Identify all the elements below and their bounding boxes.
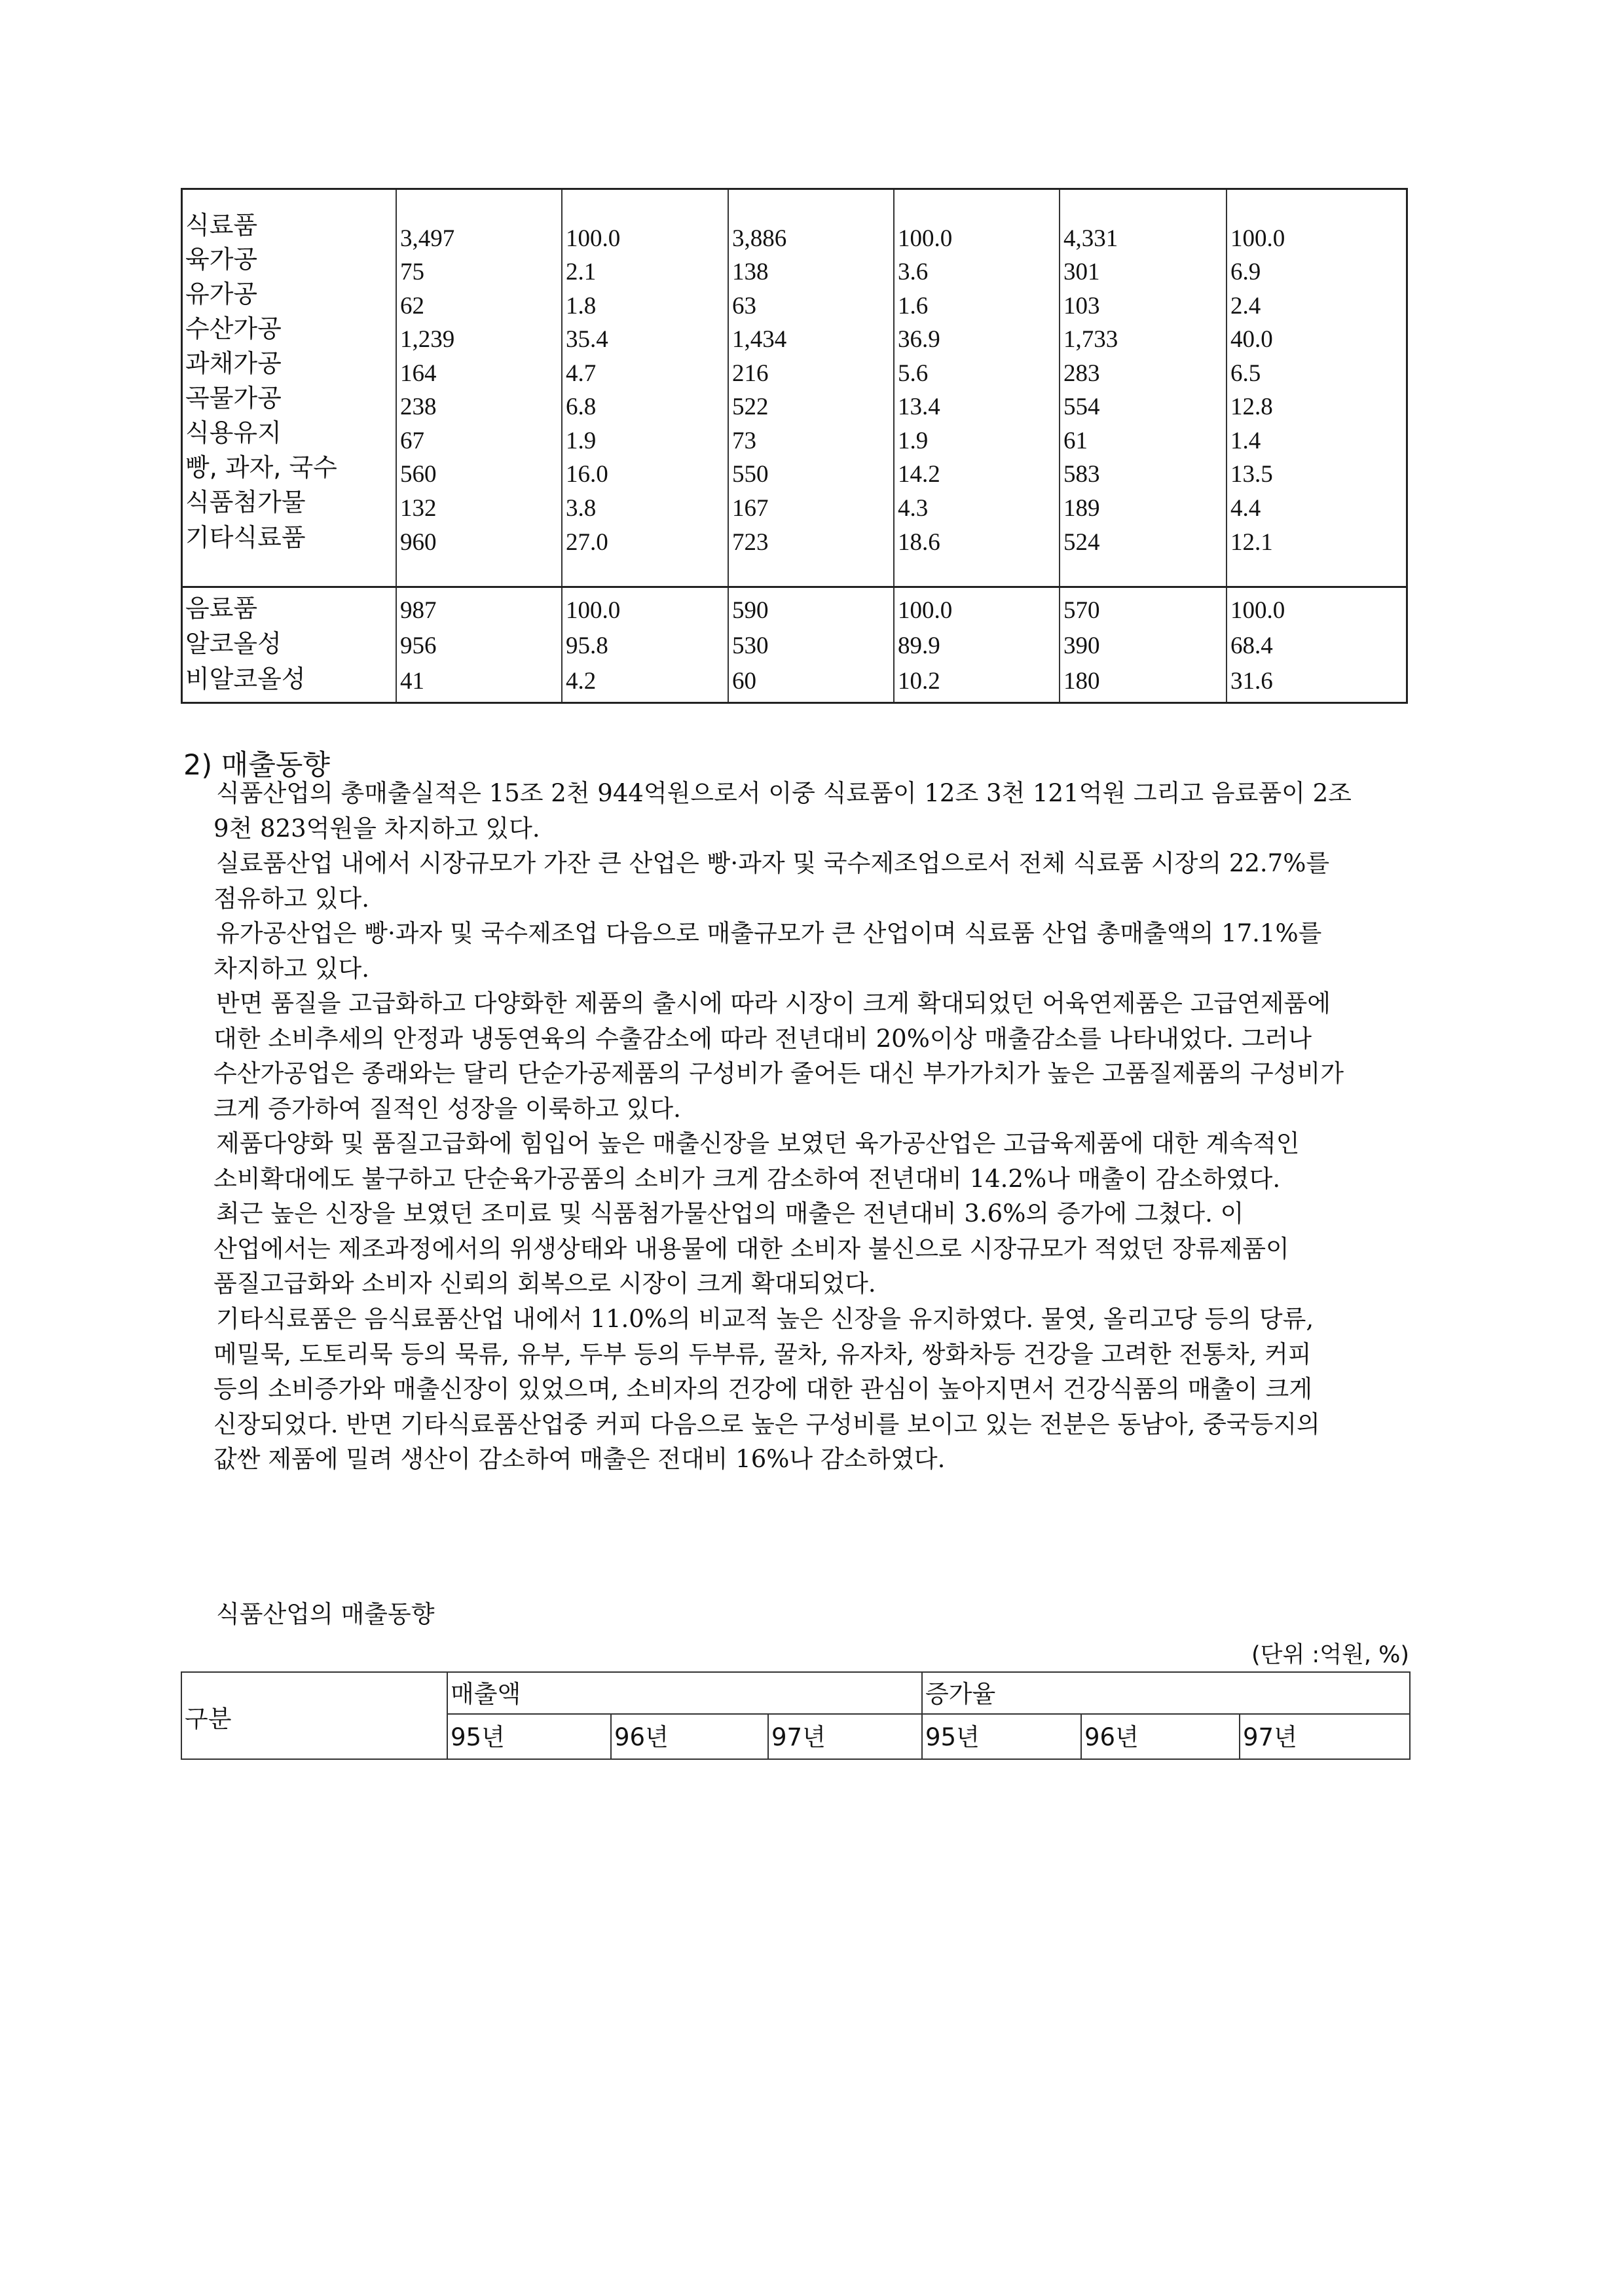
- paragraph-line: 반면 품질을 고급화하고 다양화한 제품의 출시에 따라 시장이 크게 확대되었던 어육연제품은 고급연제품에: [216, 989, 1331, 1017]
- column-divider: [767, 1713, 769, 1758]
- table-cell: 238: [400, 393, 437, 420]
- row-label: 알코올성: [185, 629, 282, 658]
- paragraph-5: [213, 1126, 1434, 1196]
- year-header: 97년: [1243, 1723, 1297, 1751]
- section-divider: [183, 586, 1406, 588]
- group-header-growth: 증가율: [925, 1680, 996, 1708]
- column-divider: [396, 190, 397, 702]
- paragraph-line: 크게 증가하여 질적인 성장을 이룩하고 있다.: [213, 1094, 681, 1123]
- table-cell: 6.5: [1230, 360, 1261, 387]
- table-cell: 3.8: [566, 495, 597, 522]
- table-cell: 13.4: [898, 393, 940, 420]
- table-caption: 식품산업의 매출동향: [216, 1600, 435, 1628]
- year-header: 96년: [614, 1723, 669, 1751]
- table-cell: 1,733: [1063, 326, 1118, 353]
- table-cell: 4,331: [1063, 225, 1118, 252]
- row-label: 유가공: [185, 280, 258, 308]
- table-cell: 6.9: [1230, 259, 1261, 285]
- row-label: 과채가공: [185, 349, 282, 378]
- column-divider: [921, 1673, 923, 1758]
- paragraph-2: [213, 846, 1434, 916]
- table-cell: 95.8: [566, 632, 608, 659]
- table-cell: 2.1: [566, 259, 597, 285]
- paragraph-line: 메밀묵, 도토리묵 등의 묵류, 유부, 두부 등의 두부류, 꿀차, 유자차, 쌍화차등 건강을 고려한 전통차, 커피: [213, 1339, 1312, 1368]
- table-cell: 4.2: [566, 668, 597, 695]
- table-cell: 35.4: [566, 326, 608, 353]
- table-cell: 524: [1063, 529, 1100, 556]
- paragraph-7: [213, 1302, 1434, 1477]
- table-cell: 6.8: [566, 393, 597, 420]
- table-cell: 1.9: [898, 428, 929, 454]
- paragraph-line: 식품산업의 총매출실적은 15조 2천 944억원으로서 이중 식료품이 12조 3천 121억원 그리고 음료품이 2조: [216, 779, 1352, 807]
- row-label: 식품첨가물: [185, 488, 306, 517]
- paragraph-4: [213, 986, 1434, 1126]
- paragraph-line: 값싼 제품에 밀려 생산이 감소하여 매출은 전대비 16%나 감소하였다.: [213, 1445, 946, 1473]
- table-cell: 138: [732, 259, 769, 285]
- table-cell: 60: [732, 668, 756, 695]
- table-cell: 13.5: [1230, 461, 1273, 488]
- table-cell: 180: [1063, 668, 1100, 695]
- food-industry-table: [181, 188, 1408, 704]
- row-label: 곡물가공: [185, 384, 282, 412]
- table-cell: 18.6: [898, 529, 940, 556]
- table-cell: 723: [732, 529, 769, 556]
- table-cell: 100.0: [1230, 225, 1285, 252]
- paragraph-line: 대한 소비추세의 안정과 냉동연육의 수출감소에 따라 전년대비 20%이상 매출감소를 나타내었다. 그러나: [213, 1024, 1312, 1053]
- table-cell: 31.6: [1230, 668, 1273, 695]
- table-cell: 16.0: [566, 461, 608, 488]
- column-divider: [1226, 190, 1227, 702]
- paragraph-line: 기타식료품은 음식료품산업 내에서 11.0%의 비교적 높은 신장을 유지하였다. 물엿, 올리고당 등의 당류,: [216, 1305, 1314, 1333]
- table-cell: 40.0: [1230, 326, 1273, 353]
- table-cell: 554: [1063, 393, 1100, 420]
- table-cell: 100.0: [898, 597, 953, 624]
- unit-label: (단위 :억원, %): [1251, 1642, 1409, 1668]
- table-cell: 522: [732, 393, 769, 420]
- table-cell: 987: [400, 597, 437, 624]
- row-label: 비알코올성: [185, 665, 306, 693]
- paragraph-line: 차지하고 있다.: [213, 954, 369, 983]
- row-divider: [447, 1713, 1409, 1715]
- year-header: 97년: [771, 1723, 826, 1751]
- table-cell: 103: [1063, 293, 1100, 319]
- table-cell: 956: [400, 632, 437, 659]
- table-cell: 75: [400, 259, 424, 285]
- table-cell: 73: [732, 428, 756, 454]
- row-label: 식료품: [185, 211, 258, 240]
- paragraph-line: 최근 높은 신장을 보였던 조미료 및 식품첨가물산업의 매출은 전년대비 3.6%의 증가에 그쳤다. 이: [216, 1199, 1244, 1228]
- table-cell: 68.4: [1230, 632, 1273, 659]
- table-cell: 1.6: [898, 293, 929, 319]
- paragraph-line: 신장되었다. 반면 기타식료품산업중 커피 다음으로 높은 구성비를 보이고 있는 전분은 동남아, 중국등지의: [213, 1410, 1320, 1438]
- table-cell: 189: [1063, 495, 1100, 522]
- table-cell: 530: [732, 632, 769, 659]
- table-cell: 4.4: [1230, 495, 1261, 522]
- table-cell: 5.6: [898, 360, 929, 387]
- table-cell: 67: [400, 428, 424, 454]
- table-cell: 1,434: [732, 326, 787, 353]
- paragraph-line: 소비확대에도 불구하고 단순육가공품의 소비가 크게 감소하여 전년대비 14.2%나 매출이 감소하였다.: [213, 1164, 1281, 1193]
- row-label: 기타식료품: [185, 523, 306, 552]
- table-cell: 89.9: [898, 632, 940, 659]
- paragraph-6: [213, 1196, 1434, 1302]
- table-cell: 1.9: [566, 428, 597, 454]
- paragraph-line: 품질고급화와 소비자 신뢰의 회복으로 시장이 크게 확대되었다.: [213, 1269, 876, 1298]
- table-cell: 4.7: [566, 360, 597, 387]
- sales-trend-table: [181, 1671, 1411, 1760]
- paragraph-line: 실료품산업 내에서 시장규모가 가잔 큰 산업은 빵·과자 및 국수제조업으로서 전체 식료품 시장의 22.7%를: [216, 849, 1330, 877]
- paragraph-line: 점유하고 있다.: [213, 884, 369, 913]
- table-cell: 590: [732, 597, 769, 624]
- table-cell: 960: [400, 529, 437, 556]
- table-cell: 1.8: [566, 293, 597, 319]
- table-cell: 63: [732, 293, 756, 319]
- row-label: 수산가공: [185, 314, 282, 343]
- table-cell: 216: [732, 360, 769, 387]
- table-cell: 164: [400, 360, 437, 387]
- table-cell: 12.1: [1230, 529, 1273, 556]
- year-header: 95년: [451, 1723, 505, 1751]
- table-cell: 36.9: [898, 326, 940, 353]
- table-cell: 132: [400, 495, 437, 522]
- table-cell: 10.2: [898, 668, 940, 695]
- paragraph-line: 등의 소비증가와 매출신장이 있었으며, 소비자의 건강에 대한 관심이 높아지면서 건강식품의 매출이 크게: [213, 1375, 1313, 1403]
- column-divider: [561, 190, 563, 702]
- paragraph-3: [213, 916, 1434, 986]
- paragraph-line: 9천 823억원을 차지하고 있다.: [213, 814, 540, 843]
- paragraph-line: 유가공산업은 빵·과자 및 국수제조업 다음으로 매출규모가 큰 산업이며 식료품 산업 총매출액의 17.1%를: [216, 919, 1322, 947]
- column-divider: [728, 190, 729, 702]
- table-cell: 1,239: [400, 326, 455, 353]
- column-divider: [610, 1713, 612, 1758]
- table-cell: 27.0: [566, 529, 608, 556]
- column-divider: [893, 190, 895, 702]
- row-label: 빵, 과자, 국수: [185, 453, 337, 482]
- table-cell: 167: [732, 495, 769, 522]
- table-cell: 100.0: [566, 225, 621, 252]
- table-cell: 14.2: [898, 461, 940, 488]
- table-cell: 100.0: [1230, 597, 1285, 624]
- table-cell: 3.6: [898, 259, 929, 285]
- table-cell: 3,886: [732, 225, 787, 252]
- table-cell: 570: [1063, 597, 1100, 624]
- table-cell: 100.0: [566, 597, 621, 624]
- section-heading: 2) 매출동향: [183, 749, 330, 782]
- paragraph-line: 산업에서는 제조과정에서의 위생상태와 내용물에 대한 소비자 불신으로 시장규모가 적었던 장류제품이: [213, 1234, 1289, 1263]
- group-header-sales: 매출액: [451, 1680, 521, 1708]
- table-cell: 61: [1063, 428, 1088, 454]
- table-cell: 1.4: [1230, 428, 1261, 454]
- table-cell: 390: [1063, 632, 1100, 659]
- column-divider: [1080, 1713, 1082, 1758]
- row-header: 구분: [185, 1705, 232, 1733]
- table-cell: 62: [400, 293, 424, 319]
- table-cell: 560: [400, 461, 437, 488]
- table-cell: 550: [732, 461, 769, 488]
- table-cell: 301: [1063, 259, 1100, 285]
- row-label: 음료품: [185, 594, 258, 623]
- paragraph-line: 제품다양화 및 품질고급화에 힘입어 높은 매출신장을 보였던 육가공산업은 고급육제품에 대한 계속적인: [216, 1129, 1300, 1157]
- column-divider: [447, 1673, 448, 1758]
- table-cell: 583: [1063, 461, 1100, 488]
- table-cell: 12.8: [1230, 393, 1273, 420]
- row-label: 육가공: [185, 245, 258, 274]
- table-cell: 4.3: [898, 495, 929, 522]
- row-label: 식용유지: [185, 418, 282, 447]
- year-header: 96년: [1084, 1723, 1139, 1751]
- column-divider: [1059, 190, 1060, 702]
- table-cell: 100.0: [898, 225, 953, 252]
- paragraph-1: [213, 776, 1434, 846]
- table-cell: 3,497: [400, 225, 455, 252]
- table-cell: 41: [400, 668, 424, 695]
- table-cell: 2.4: [1230, 293, 1261, 319]
- year-header: 95년: [925, 1723, 980, 1751]
- paragraph-line: 수산가공업은 종래와는 달리 단순가공제품의 구성비가 줄어든 대신 부가가치가 높은 고품질제품의 구성비가: [213, 1059, 1344, 1087]
- table-cell: 283: [1063, 360, 1100, 387]
- column-divider: [1239, 1713, 1240, 1758]
